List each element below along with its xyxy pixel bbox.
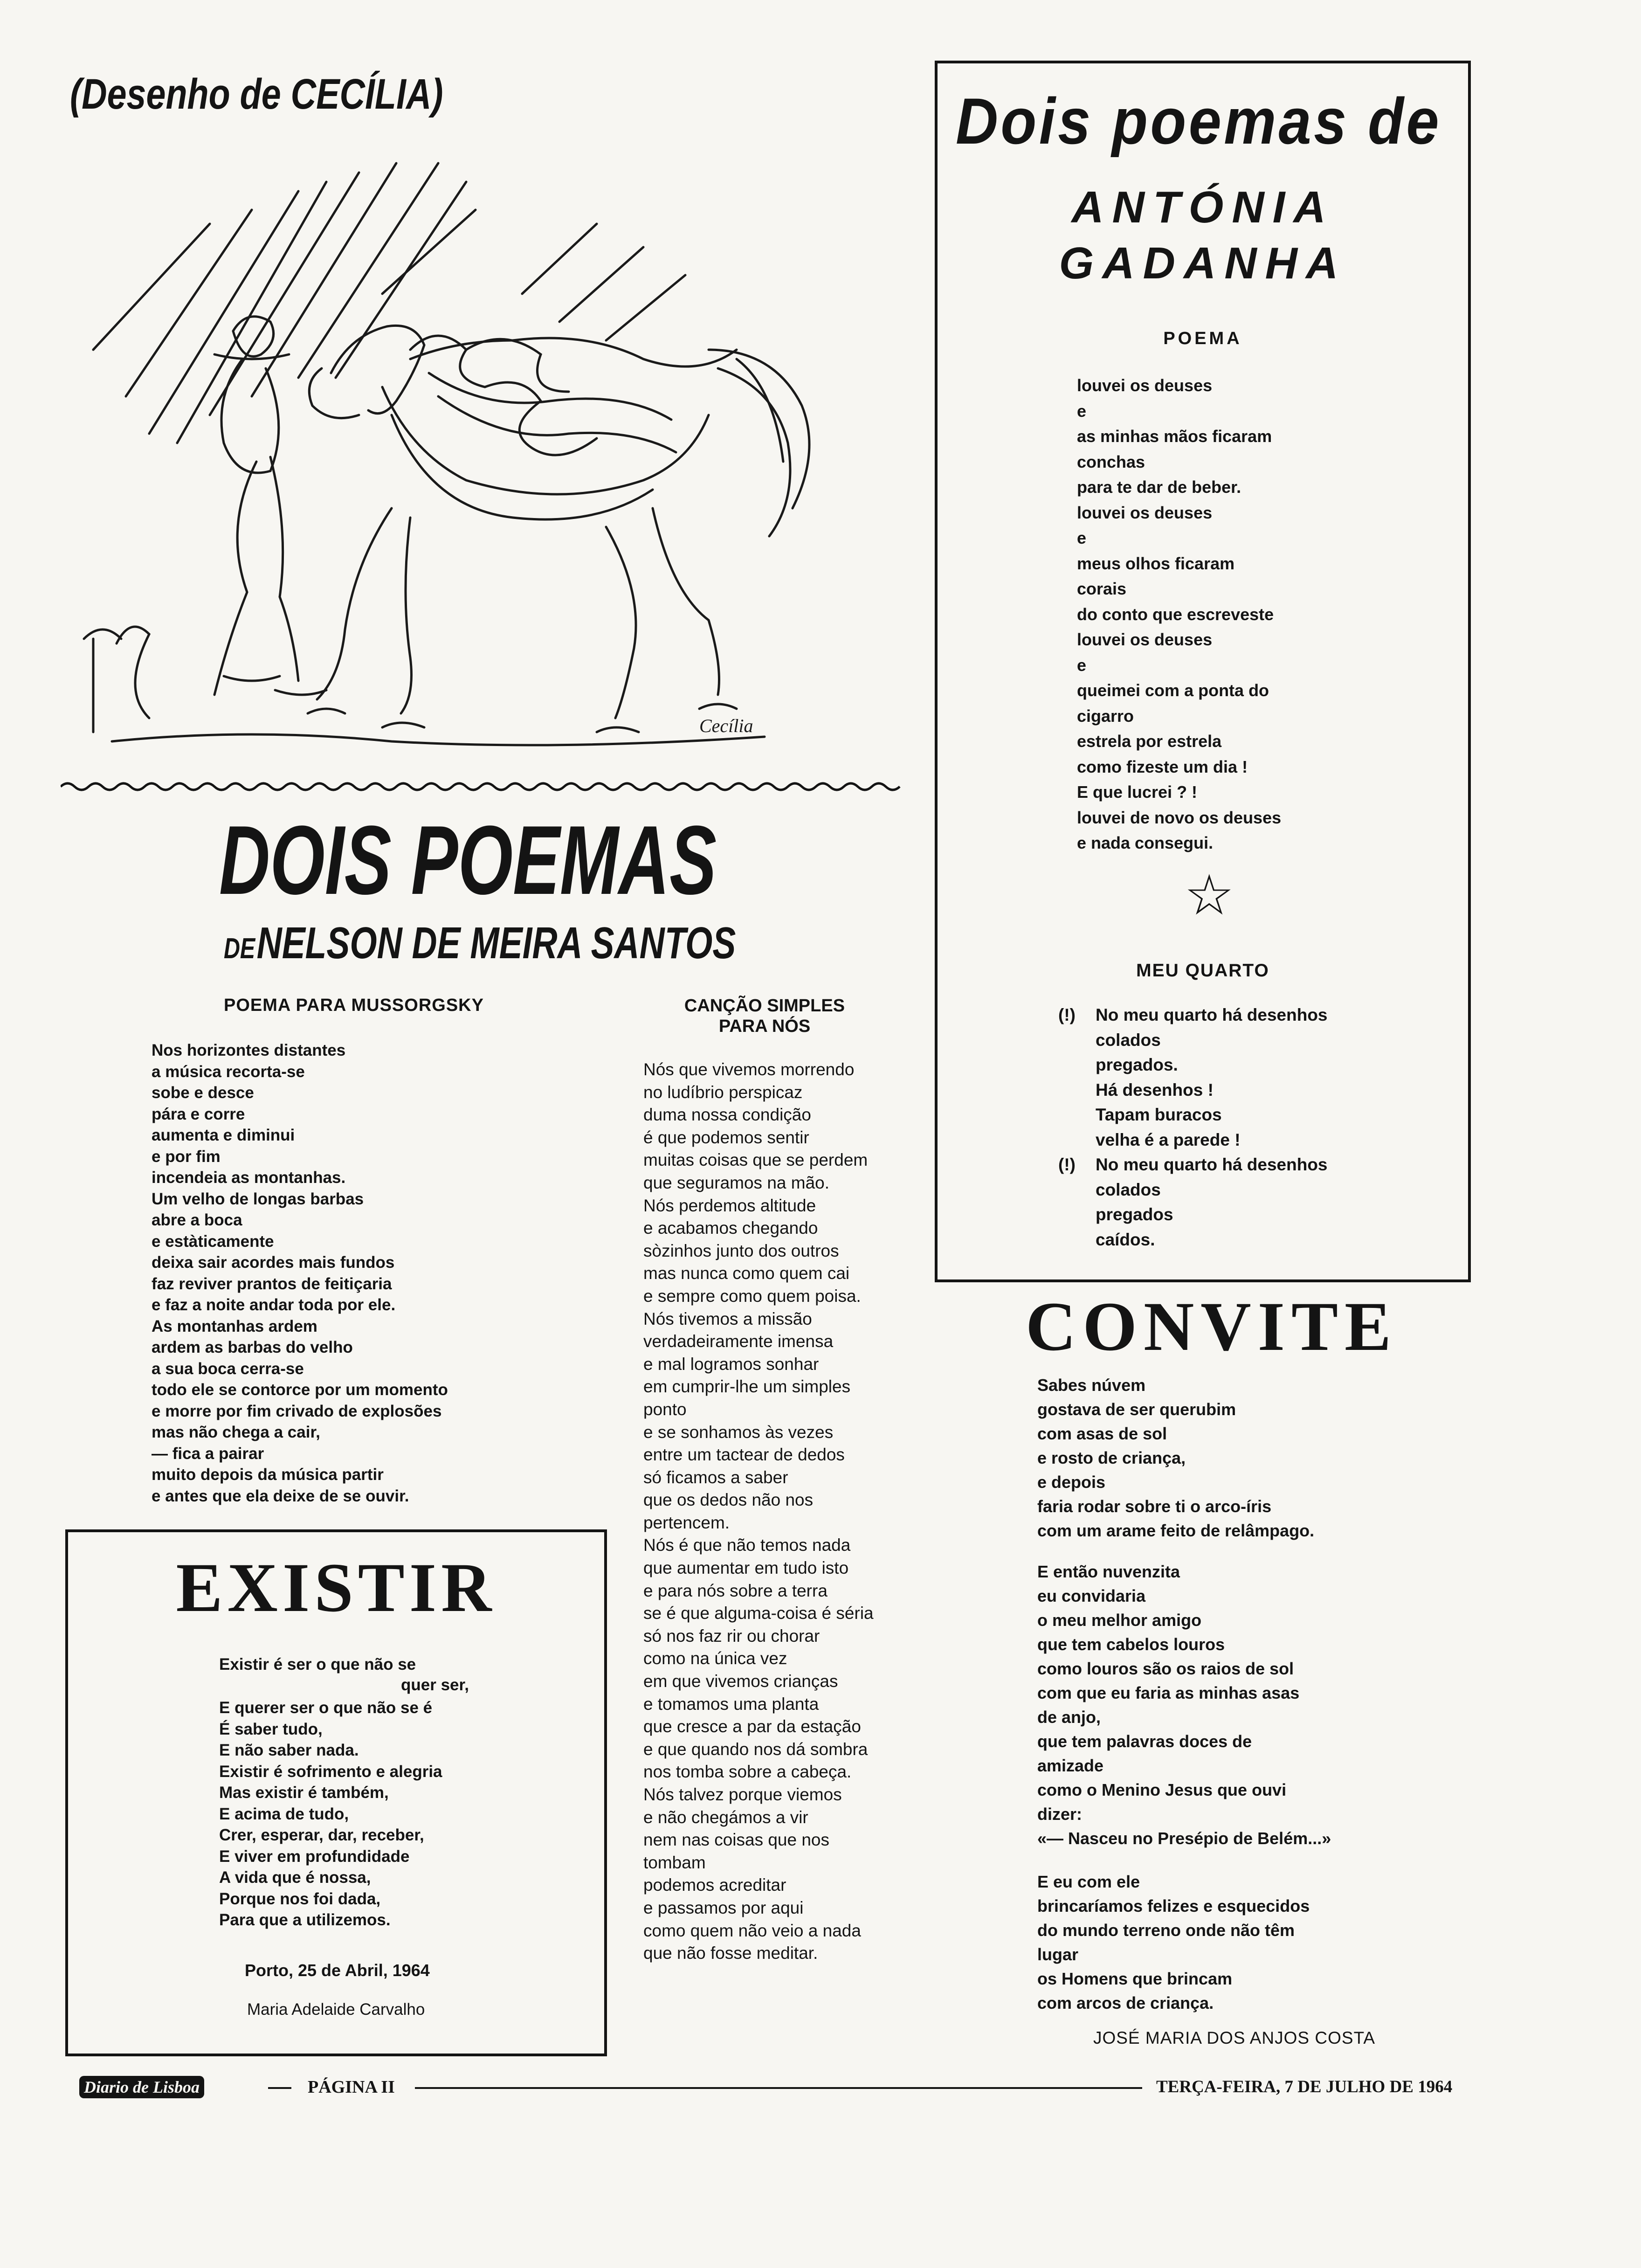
existir-line-1: Existir é ser o que não se	[219, 1655, 416, 1673]
footer-rule-left	[268, 2087, 291, 2089]
masthead-logo	[79, 2076, 204, 2098]
poem-cancao-text: Nós que vivemos morrendo no ludíbrio perspicaz duma nossa condição é que podemos sentir muitas coisas que se perdem que seguramos na mão. Nós perdemos altitude e acabamos chegando sòzinhos junto dos outros mas nunca como quem cai e sempre como quem poisa. Nós tivemos a missão verdadeiramente imensa e mal logramos sonhar em cumprir-lhe um simples ponto e se sonhamos às vezes entre um tactear de dedos só ficamos a saber que os dedos não nos pertencem. Nós é que não temos nada que aumentar em tudo isto e para nós sobre a terra se é que alguma-coisa é séria só nos faz rir ou chorar como na única vez em que vivemos crianças e tomamos uma planta que cresce a par da estação e que quando nos dá sombra nos tomba sobre a cabeça. Nós talvez porque viemos e não chegámos a vir nem nas coisas que nos tombam podemos acreditar e passamos por aqui como quem não veio a nada que não fosse meditar.	[643, 1060, 874, 1963]
footer-page: PÁGINA II	[308, 2077, 395, 2097]
drawing-credit: (Desenho de CECÍLIA)	[70, 70, 443, 118]
meu-quarto-line: Tapam buracos	[1096, 1105, 1222, 1124]
drawing-signature: Cecília	[699, 715, 753, 736]
antonia-heading: Dois poemas de	[956, 84, 1441, 158]
meu-quarto-line: caídos.	[1096, 1230, 1155, 1249]
nelson-author: NELSON DE MEIRA SANTOS	[256, 918, 736, 968]
convite-author: JOSÉ MARIA DOS ANJOS COSTA	[1093, 2028, 1376, 2047]
existir-text: E querer ser o que não se é É saber tudo, E não saber nada. Existir é sofrimento e alegria Mas existir é também, E acima de tudo, Crer, esperar, dar, receber, E viver em profundidade A vida que é nossa, Porque nos foi dada, Para que a utilizemos.	[219, 1699, 442, 1929]
existir-line-2: quer ser,	[401, 1676, 469, 1694]
existir-place-date: Porto, 25 de Abril, 1964	[245, 1961, 430, 1980]
meu-quarto-line: pregados	[1096, 1205, 1173, 1224]
antonia-poem-text: louvei os deuses e as minhas mãos ficaram conchas para te dar de beber. louvei os deuses e meus olhos ficaram corais do conto que escreveste louvei os deuses e queimei com a ponta do cigarro estrela por estrela como fizeste um dia ! E que lucrei ? ! louvei de novo os deuses e nada consegui.	[1077, 376, 1282, 852]
meu-quarto-line: colados	[1096, 1030, 1161, 1050]
nelson-byline	[224, 918, 736, 968]
existir-author: Maria Adelaide Carvalho	[247, 2000, 425, 2019]
antonia-author-line-2: GADANHA	[1059, 238, 1347, 288]
nelson-heading: DOIS POEMAS	[219, 805, 717, 915]
footer-date: TERÇA-FEIRA, 7 DE JULHO DE 1964	[1156, 2077, 1453, 2096]
meu-quarto-line: (!) No meu quarto há desenhos	[1058, 1155, 1328, 1174]
horse-rider-drawing	[56, 154, 848, 760]
nelson-by-prefix: DE	[224, 933, 255, 965]
meu-quarto-line: (!) No meu quarto há desenhos	[1058, 1005, 1328, 1024]
masthead-text: Diario de Lisboa	[84, 2078, 200, 2096]
meu-quarto-text	[1058, 1003, 1328, 1252]
meu-quarto-line: velha é a parede !	[1096, 1130, 1241, 1149]
decorative-rule	[61, 780, 904, 794]
poem-mussorgsky-title: POEMA PARA MUSSORGSKY	[224, 996, 484, 1015]
meu-quarto-title: MEU QUARTO	[1136, 961, 1269, 981]
star-icon: ☆	[1184, 864, 1234, 927]
convite-stanza-1: Sabes núvem gostava de ser querubim com asas de sol e rosto de criança, e depois faria rodar sobre ti o arco-íris com um arame feito de relâmpago.	[1037, 1376, 1315, 1540]
poem-mussorgsky-text: Nos horizontes distantes a música recorta-se sobe e desce pára e corre aumenta e diminui e por fim incendeia as montanhas. Um velho de longas barbas abre a boca e estàticamente deixa sair acordes mais fundos faz reviver prantos de feitiçaria e faz a noite andar toda por ele. As montanhas ardem ardem as barbas do velho a sua boca cerra-se todo ele se contorce por um momento e morre por fim crivado de explosões mas não chega a cair, — fica a pairar muito depois da música partir e antes que ela deixe de se ouvir.	[152, 1041, 448, 1505]
meu-quarto-line: Há desenhos !	[1096, 1080, 1214, 1099]
antonia-poem-title: POEMA	[1163, 329, 1242, 348]
convite-stanza-3: E eu com ele brincaríamos felizes e esquecidos do mundo terreno onde não têm lugar os Homens que brincam com arcos de criança.	[1037, 1872, 1310, 2012]
existir-title: EXISTIR	[176, 1549, 496, 1626]
antonia-author-line-1: ANTÓNIA	[1071, 182, 1334, 232]
convite-stanza-2: E então nuvenzita eu convidaria o meu melhor amigo que tem cabelos louros como louros são os raios de sol com que eu faria as minhas asas de anjo, que tem palavras doces de amizade como o Menino Jesus que ouvi dizer: «— Nasceu no Presépio de Belém...»	[1037, 1562, 1331, 1848]
meu-quarto-line: colados	[1096, 1180, 1161, 1199]
poem-cancao-title: CANÇÃO SIMPLES PARA NÓS	[684, 996, 845, 1036]
footer-rule	[415, 2087, 1142, 2089]
convite-title: CONVITE	[1026, 1288, 1398, 1365]
meu-quarto-line: pregados.	[1096, 1055, 1178, 1074]
